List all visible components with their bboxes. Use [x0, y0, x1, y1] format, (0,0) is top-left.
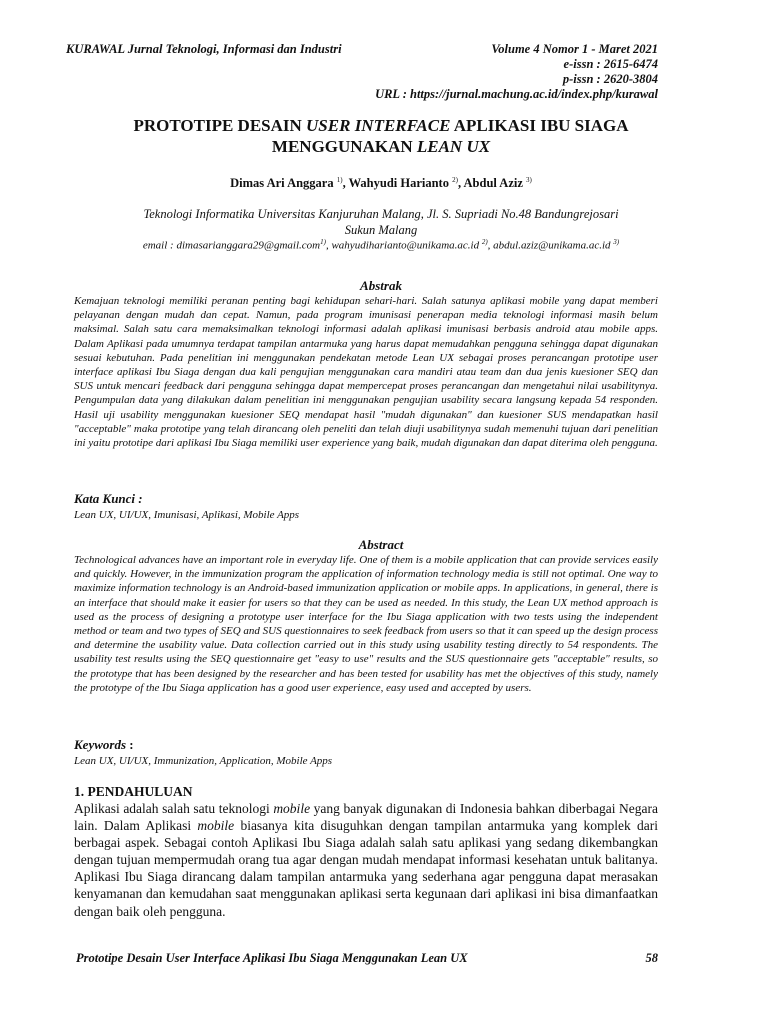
eissn: e-issn : 2615-6474	[563, 57, 658, 71]
abstract-heading: Abstract	[358, 537, 404, 552]
abstract-text: Technological advances have an important role in everyday life. One of them is a mobile application that can provide services easily and quickly. However, in the immunization program the application of information technology media is still not optimal. One way to maximize information technology is an Android-based immunization application or mobile apps. In applications, in general, there is an interface that should make it easier for users so that they can be used as needed. In this study, the Lean UX method approach is used as the process of designing a prototype user interface for the Ibu Siaga application with two tests using the independent method or team and two types of SEQ and SUS questionnaires to seek feedback from users so that it can speed up the design process and determine the usability value. Data collection carried out in this study using usability testing directly to 54 respondents. The usability test results using the SEQ questionnaire get "easy to use" results and the SUS questionnaire gets "acceptable" results, so the prototype that has been designed by the researcher and has been tested for usability has met the objectives of this study, namely the prototype of the Ibu Siaga application has a good user experience, easy used and accepted by users.	[74, 554, 658, 694]
pissn: p-issn : 2620-3804	[562, 72, 658, 86]
journal-meta	[375, 42, 658, 102]
journal-name: KURAWAL Jurnal Teknologi, Informasi dan Industri	[66, 42, 342, 56]
keywords-text: Lean UX, UI/UX, Immunization, Application, Mobile Apps	[74, 755, 333, 767]
page-number: 58	[645, 951, 658, 965]
volume-info: Volume 4 Nomor 1 - Maret 2021	[491, 42, 658, 56]
journal-url: URL : https://jurnal.machung.ac.id/index.php/kurawal	[375, 87, 658, 101]
author-emails: email : dimasarianggara29@gmail.com$^{1)}$, wahyudiharianto@unikama.ac.id $^{2)}$, abdul.aziz@unikama.ac.id $^{3)}$	[142, 238, 620, 252]
author-name: , Wahyudi Harianto	[342, 176, 449, 191]
intro-paragraph: Aplikasi adalah salah satu teknologi mobile yang banyak digunakan di Indonesia bahkan diberbagai Negara lain. Dalam Aplikasi mobile biasanya kita disuguhkan dengan tampilan antarmuka yang komplek dari berbagai aspek. Sebagai contoh Aplikasi Ibu Siaga adalah salah satu aplikasi yang sedang dikembangkan dengan tujuan mempermudah orang tua agar dengan mudah mendapat informasi kesehatan untuk balitanya. Aplikasi Ibu Siaga dirancang dalam tampilan antarmuka yang sederhana agar pengguna dapat merasakan kenyamanan dan kemudahan saat menggunakan aplikasi serta kegunaan dari aplikasi ini bisa dimanfaatkan dengan baik oleh pengguna.	[74, 801, 659, 919]
abstrak-text: Kemajuan teknologi memiliki peranan penting bagi kehidupan sehari-hari. Salah satunya aplikasi mobile yang dapat memberi pelayanan dengan mudah dan cepat. Namun, pada program imunisasi penerapan media teknologi informasi masih belum maksimal. Salah satu cara memaksimalkan teknologi informasi adalah aplikasi imunisasi berbasis android atau mobile apps. Dalam Aplikasi pada umumnya terdapat tampilan antarmuka yang harus dapat memudahkan pengguna sehingga dapat digunakan sesuai kebutuhan. Pada penelitian ini menggunakan pendekatan metode Lean UX sebagai proses perancangan prototipe user interface aplikasi Ibu Siaga dengan dua kali pengujian menggunakan cara mandiri atau team dan dua jenis kuesioner SEQ dan SUS untuk mencari feedback dari pengguna sehingga dapat mempercepat proses perancangan dan mengetahui nilai usabilitynya. Pengumpulan data yang dilakukan dalam penelitian ini menggunakan pengujian usability secara langsung kepada 54 responden. Hasil uji usability menggunakan kuesioner SEQ mendapat hasil "mudah digunakan" dan kuesioner SUS mendapatkan hasil "acceptable" maka prototipe yang telah dirancang oleh peneliti dan telah diuji usabilitynya sudah memenuhi tujuan dari penelitian ini yaitu prototipe dari aplikasi Ibu Siaga memiliki user experience yang baik, mudah digunakan dan dapat diterima oleh pengguna.	[74, 295, 658, 450]
author-list: Dimas Ari Anggara $^{1)}$, Wahyudi Harianto $^{2)}$, Abdul Aziz $^{3)}$	[230, 176, 532, 191]
affiliation: Teknologi Informatika Universitas Kanjuruhan Malang, Jl. S. Supriadi No.48 Bandungrejosari Sukun Malang	[143, 207, 619, 237]
author-name: , Abdul Aziz	[457, 176, 523, 191]
abstrak-heading: Abstrak	[360, 278, 402, 293]
author-name: Dimas Ari Anggara	[230, 176, 334, 191]
paper-title: PROTOTIPE DESAIN USER INTERFACE APLIKASI IBU SIAGA MENGGUNAKAN LEAN UX	[133, 116, 629, 156]
section-heading-pendahuluan: 1. PENDAHULUAN	[74, 784, 193, 799]
footer-title: Prototipe Desain User Interface Aplikasi Ibu Siaga Menggunakan Lean UX	[76, 951, 468, 965]
kata-kunci-heading: Kata Kunci :	[74, 491, 143, 506]
keywords-heading: Keywords :	[74, 737, 134, 752]
kata-kunci-text: Lean UX, UI/UX, Imunisasi, Aplikasi, Mobile Apps	[74, 509, 300, 521]
